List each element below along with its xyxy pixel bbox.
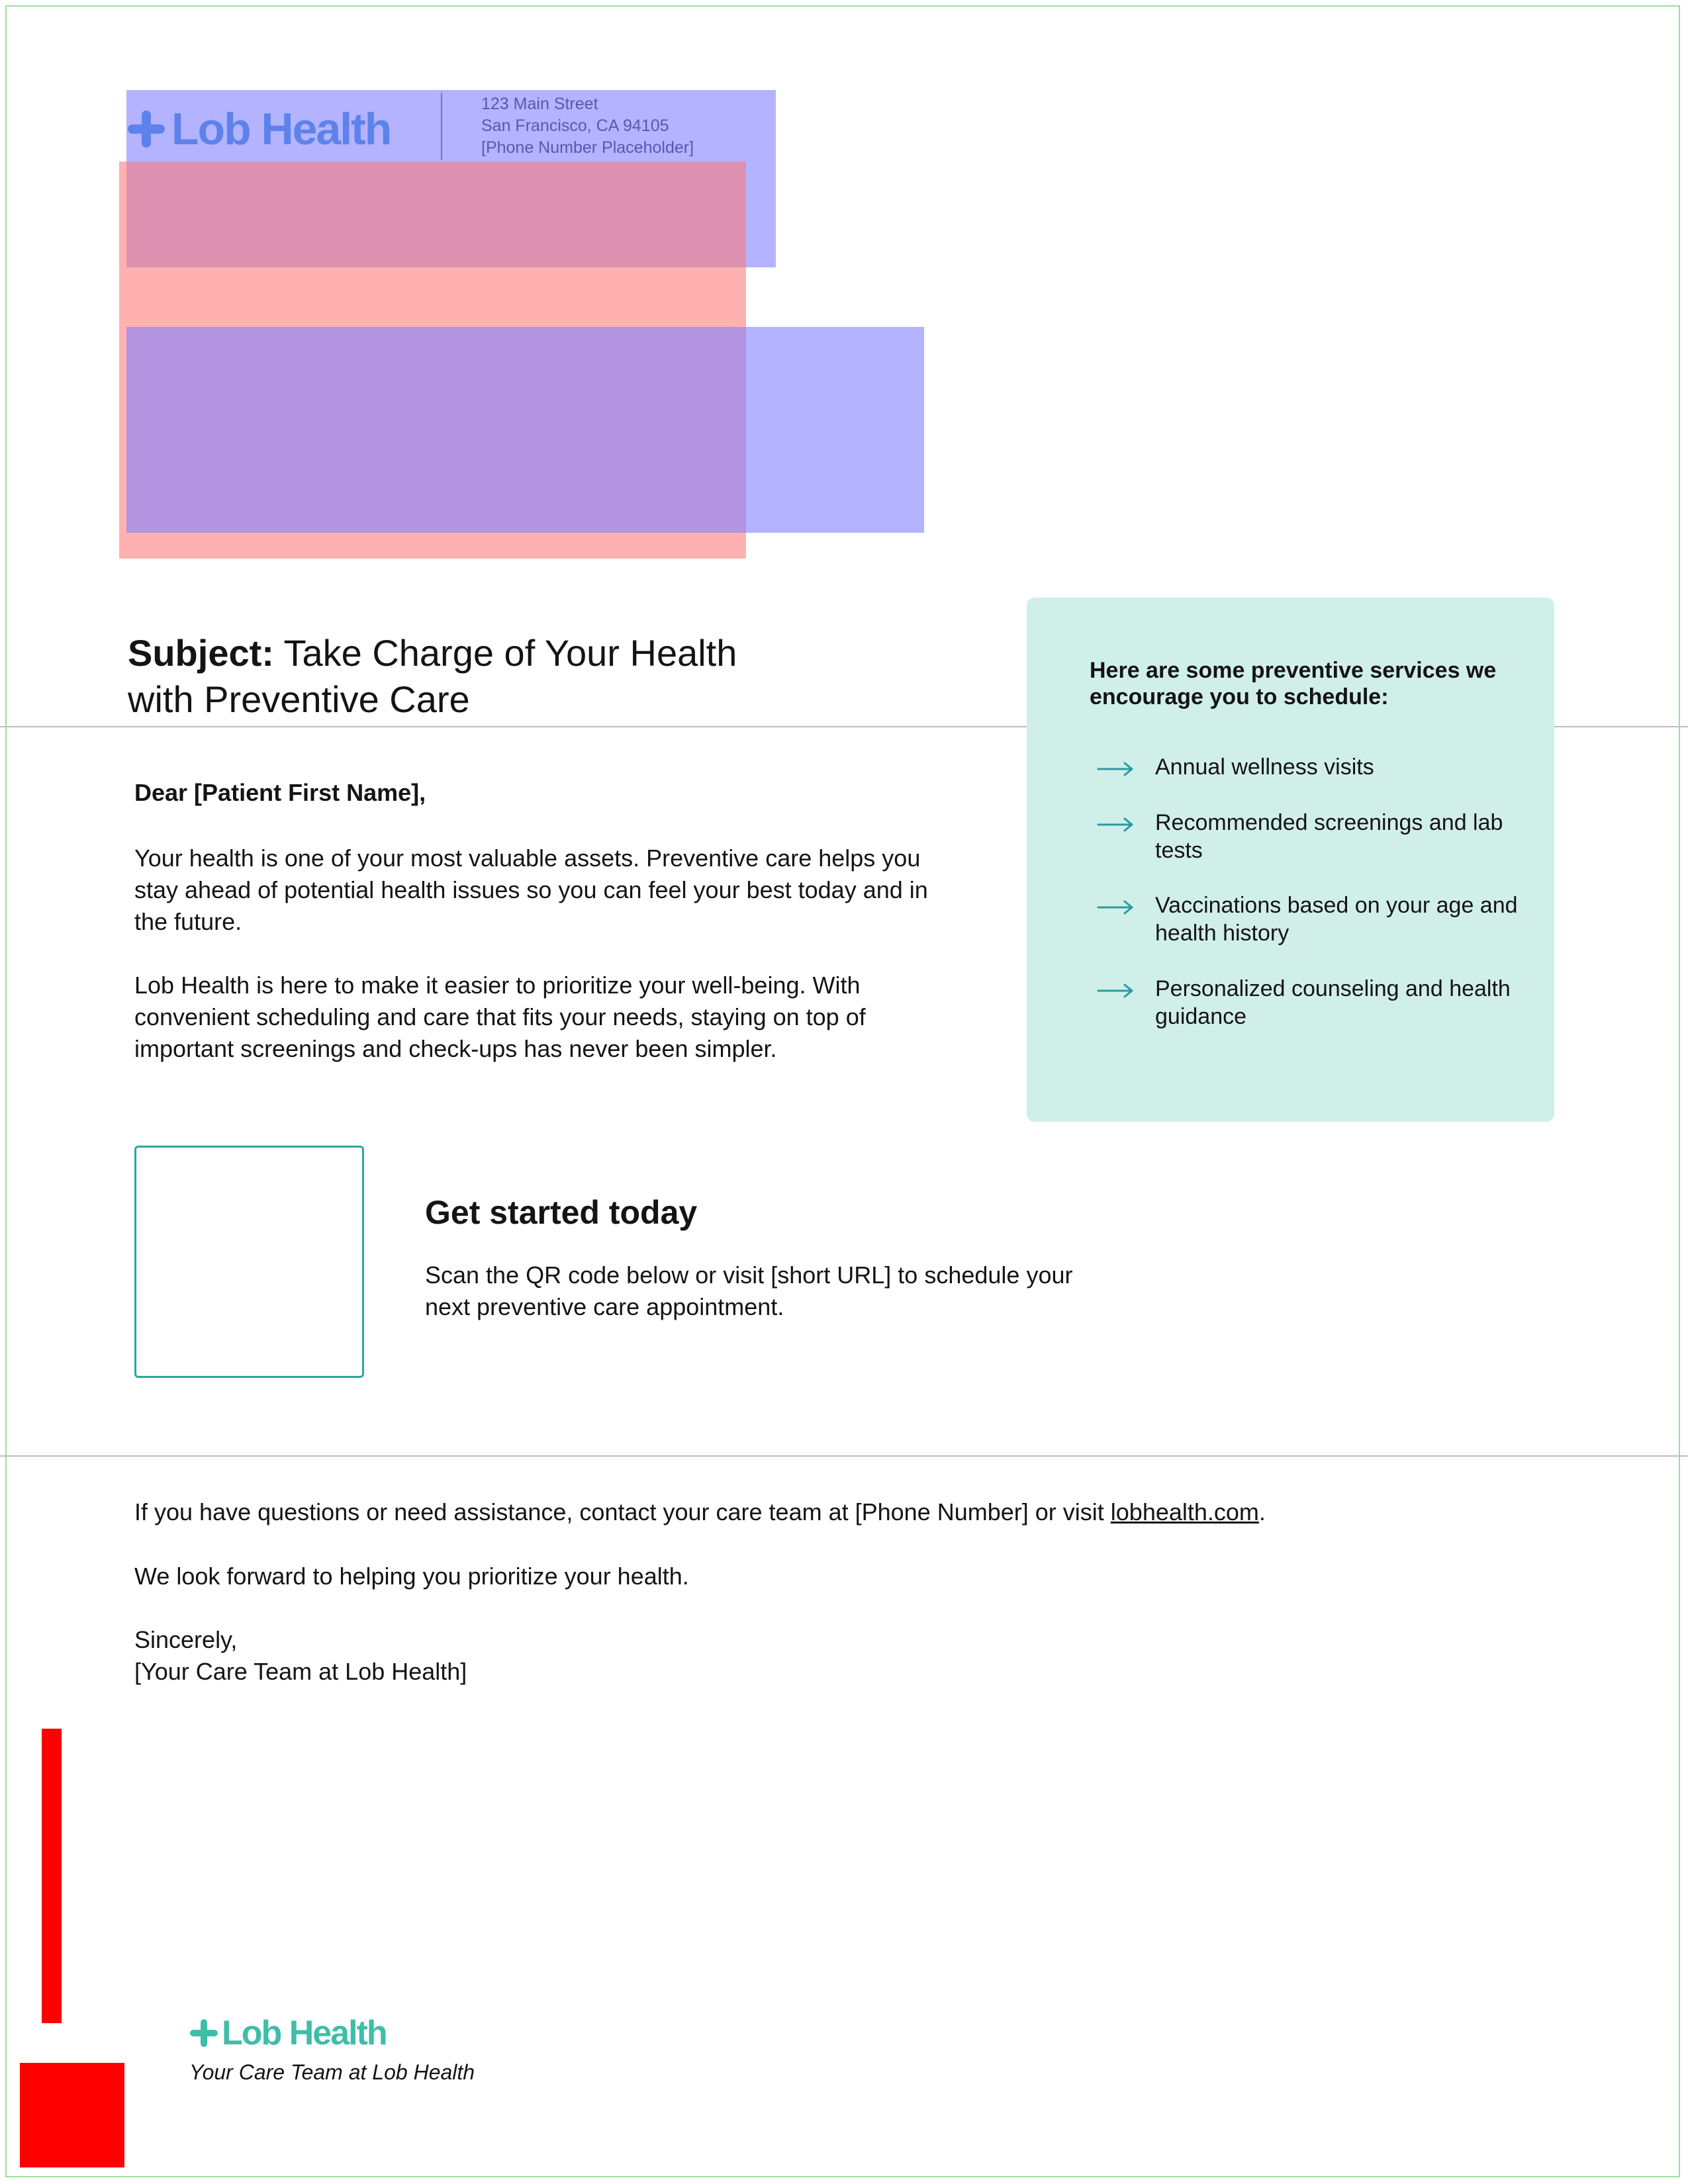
service-item-label: Personalized counseling and health guidance — [1155, 976, 1511, 1029]
service-item — [1097, 753, 1521, 781]
qr-code-placeholder[interactable] — [134, 1146, 364, 1378]
footer-team-line: Your Care Team at Lob Health — [189, 2060, 475, 2084]
red-marker-bar — [42, 1729, 62, 2023]
service-item-label: Annual wellness visits — [1155, 754, 1374, 780]
footer-logo — [190, 2015, 387, 2052]
cta-title: Get started today — [425, 1194, 698, 1231]
body-paragraph-1: Your health is one of your most valuable assets. Preventive care helps you stay ahead of potential health issues so you can feel your best today and in the future. — [134, 844, 928, 935]
service-item-label: Recommended screenings and lab tests — [1155, 810, 1503, 863]
subject-label: Subject: — [128, 632, 274, 674]
recipient-address-window-zone — [126, 327, 924, 533]
services-heading: Here are some preventive services we encourage you to schedule: — [1090, 658, 1497, 709]
plus-icon — [190, 2019, 218, 2047]
red-marker-square — [20, 2063, 124, 2167]
salutation: Dear [Patient First Name], — [134, 779, 426, 806]
arrow-right-icon — [1097, 899, 1134, 915]
cta-text: Scan the QR code below or visit [short URL] to schedule your next preventive care appointment. — [425, 1261, 1073, 1320]
service-item — [1097, 809, 1521, 864]
signature: [Your Care Team at Lob Health] — [134, 1658, 467, 1685]
service-item — [1097, 975, 1521, 1030]
body-paragraph-2: Lob Health is here to make it easier to prioritize your well-being. With convenient scheduling and care that fits your needs, staying on top of important screenings and check-ups has never been simpler. — [134, 972, 866, 1062]
contact-text: If you have questions or need assistance, contact your care team at [Phone Number] or visit — [134, 1498, 1111, 1525]
fold-line-bottom — [0, 1455, 1688, 1457]
website-link[interactable]: lobhealth.com — [1110, 1498, 1259, 1525]
contact-suffix: . — [1258, 1498, 1266, 1525]
subject-line — [128, 630, 750, 723]
sign-off: Sincerely, — [134, 1626, 238, 1653]
service-item-label: Vaccinations based on your age and health history — [1155, 893, 1518, 946]
arrow-right-icon — [1097, 761, 1134, 777]
service-item — [1097, 891, 1521, 947]
arrow-right-icon — [1097, 817, 1134, 833]
contact-line — [134, 1496, 1591, 1528]
arrow-right-icon — [1097, 983, 1134, 999]
look-forward-line: We look forward to helping you prioritize your health. — [134, 1563, 689, 1590]
subject-text: Take Charge of Your Health with Preventive Care — [128, 632, 737, 720]
footer-logo-text: Lob Health — [222, 2014, 387, 2052]
